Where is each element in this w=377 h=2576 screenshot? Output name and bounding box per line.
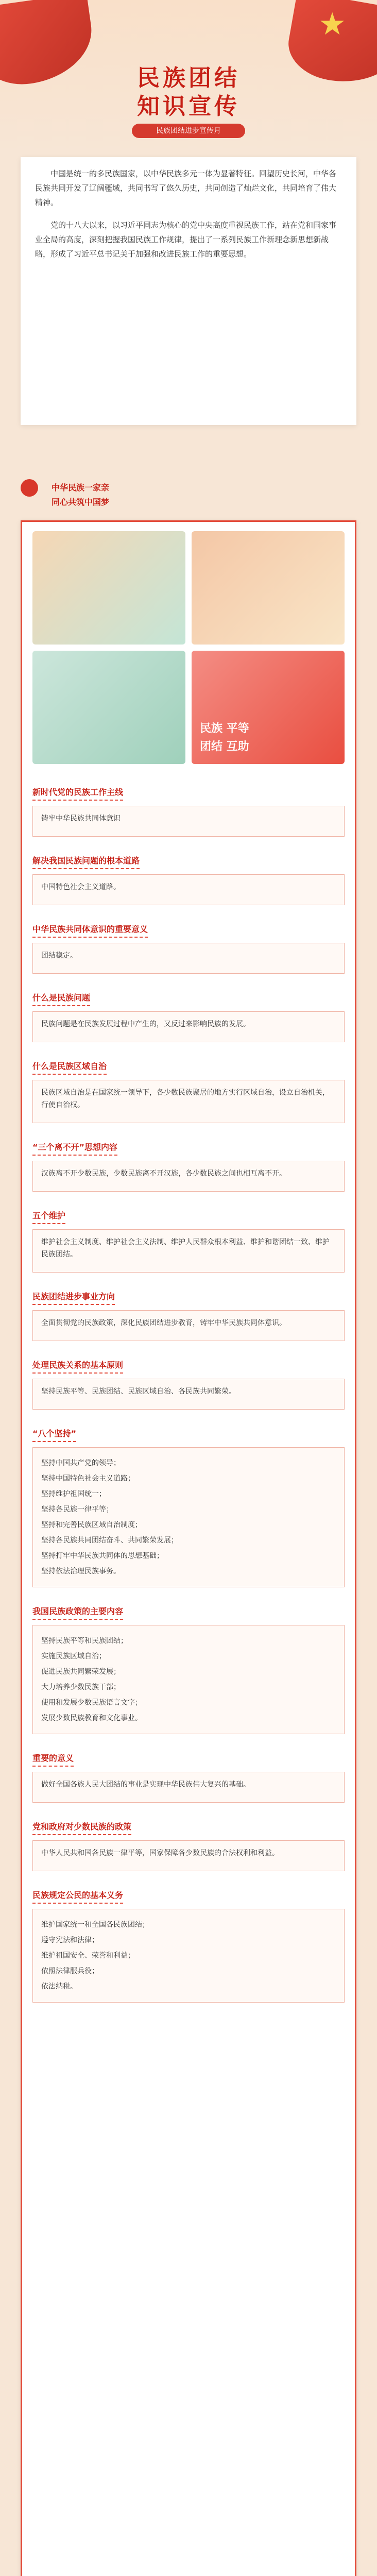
list-item: 坚持中国特色社会主义道路； xyxy=(41,1475,135,1483)
block-title: “八个坚持” xyxy=(32,1425,76,1442)
list-item: 坚持依法治理民族事务。 xyxy=(41,1567,121,1575)
caption-row: 民族 平等 xyxy=(200,722,249,735)
list-item: 大力培养少数民族干部； xyxy=(41,1683,121,1691)
block-text: 全面贯彻党的民族政策，深化民族团结进步教育，铸牢中华民族共同体意识。 xyxy=(41,1319,286,1327)
subtitle-badge: 民族团结进步宣传月 xyxy=(132,124,245,138)
block-title: “三个离不开”思想内容 xyxy=(32,1139,117,1156)
block-title: 处理民族关系的基本原则 xyxy=(32,1357,123,1374)
block-content xyxy=(32,1229,345,1273)
info-block xyxy=(32,1740,345,1803)
image-caption xyxy=(200,718,249,756)
illustration-image xyxy=(32,651,185,764)
image-grid xyxy=(32,531,345,764)
intro-card xyxy=(21,157,356,425)
block-title: 我国民族政策的主要内容 xyxy=(32,1603,123,1620)
list-item: 实施民族区域自治； xyxy=(41,1652,106,1660)
info-block xyxy=(32,1877,345,2003)
list-item: 坚持各民族共同团结奋斗、共同繁荣发展； xyxy=(41,1536,178,1545)
block-content xyxy=(32,874,345,905)
info-block xyxy=(32,1198,345,1273)
main-content-card xyxy=(21,520,356,2576)
block-title: 什么是民族区域自治 xyxy=(32,1058,107,1075)
section-subtitle: 同心共筑中国梦 xyxy=(52,497,110,507)
star-icon: ★ xyxy=(318,6,346,42)
block-text: 民族区域自治是在国家统一领导下，各少数民族聚居的地方实行区域自治，设立自治机关，行使自治权。 xyxy=(41,1089,330,1109)
intro-paragraph: 党的十八大以来，以习近平同志为核心的党中央高度重视民族工作，站在党和国家事业全局的高度，深刻把握我国民族工作规律，提出了一系列民族工作新理念新思想新战略，形成了习近平总书记关于加强和改进民族工作的重要思想。 xyxy=(35,221,337,259)
list-item: 坚持维护祖国统一； xyxy=(41,1490,106,1498)
info-block xyxy=(32,911,345,974)
block-title: 民族规定公民的基本义务 xyxy=(32,1887,123,1904)
block-text: 团结稳定。 xyxy=(41,952,77,960)
list-item: 维护祖国安全、荣誉和利益； xyxy=(41,1952,135,1960)
block-content xyxy=(32,806,345,837)
info-block xyxy=(32,1129,345,1192)
block-title: 民族团结进步事业方向 xyxy=(32,1288,115,1305)
info-block xyxy=(32,1416,345,1587)
block-content xyxy=(32,1161,345,1192)
list-item: 遵守宪法和法律； xyxy=(41,1936,99,1944)
info-block xyxy=(32,1048,345,1123)
block-text: 维护社会主义制度、维护社会主义法制、维护人民群众根本利益、维护和谐团结一致、维护民族团结。 xyxy=(41,1238,330,1259)
info-block xyxy=(32,980,345,1042)
info-block xyxy=(32,1279,345,1341)
list-item: 坚持打牢中华民族共同体的思想基础； xyxy=(41,1552,164,1560)
info-block xyxy=(32,843,345,905)
block-content xyxy=(32,943,345,974)
page-title-line2: 知识宣传 xyxy=(137,93,240,120)
block-content xyxy=(32,1772,345,1803)
block-text: 中国特色社会主义道路。 xyxy=(41,883,121,891)
info-block xyxy=(32,1809,345,1871)
block-content xyxy=(32,1011,345,1042)
block-content xyxy=(32,1909,345,2003)
block-title: 重要的意义 xyxy=(32,1750,74,1767)
list-item: 坚持民族平等和民族团结； xyxy=(41,1637,128,1645)
list-item: 依照法律服兵役； xyxy=(41,1967,99,1975)
illustration-image xyxy=(32,531,185,645)
section-badge-icon xyxy=(21,479,38,497)
block-content xyxy=(32,1447,345,1587)
info-block xyxy=(32,774,345,837)
info-block xyxy=(32,1594,345,1734)
block-text: 民族问题是在民族发展过程中产生的，又反过来影响民族的发展。 xyxy=(41,1020,250,1028)
section-title: 中华民族一家亲 xyxy=(52,483,110,493)
block-title: 五个维护 xyxy=(32,1207,65,1224)
block-text: 铸牢中华民族共同体意识 xyxy=(41,815,121,823)
block-title: 什么是民族问题 xyxy=(32,989,90,1006)
block-content xyxy=(32,1310,345,1341)
hero-banner xyxy=(0,0,377,155)
list-item: 坚持各民族一律平等； xyxy=(41,1505,113,1514)
list-item: 促进民族共同繁荣发展； xyxy=(41,1668,121,1676)
block-title: 新时代党的民族工作主线 xyxy=(32,784,123,801)
block-text: 中华人民共和国各民族一律平等，国家保障各少数民族的合法权利和利益。 xyxy=(41,1849,279,1857)
intro-paragraph: 中国是统一的多民族国家，以中华民族多元一体为显著特征。回望历史长河，中华各民族共同开发了辽阔疆域，共同书写了悠久历史，共同创造了灿烂文化，共同培育了伟大精神。 xyxy=(35,169,337,207)
section-header xyxy=(21,479,356,515)
list-item: 坚持和完善民族区域自治制度； xyxy=(41,1521,142,1529)
block-content xyxy=(32,1080,345,1123)
block-content xyxy=(32,1625,345,1734)
block-title: 解决我国民族问题的根本道路 xyxy=(32,852,140,869)
block-text: 做好全国各族人民大团结的事业是实现中华民族伟大复兴的基础。 xyxy=(41,1781,250,1789)
block-title: 党和政府对少数民族的政策 xyxy=(32,1818,131,1835)
list-item: 维护国家统一和全国各民族团结； xyxy=(41,1921,149,1929)
list-item: 坚持中国共产党的领导； xyxy=(41,1459,121,1467)
page-title-line1: 民族团结 xyxy=(137,65,240,91)
block-content xyxy=(32,1379,345,1410)
list-item: 发展少数民族教育和文化事业。 xyxy=(41,1714,142,1722)
block-title: 中华民族共同体意识的重要意义 xyxy=(32,921,148,938)
list-item: 使用和发展少数民族语言文字； xyxy=(41,1699,142,1707)
list-item: 依法纳税。 xyxy=(41,1982,77,1991)
block-text: 汉族离不开少数民族，少数民族离不开汉族，各少数民族之间也相互离不开。 xyxy=(41,1170,286,1178)
info-block xyxy=(32,1347,345,1410)
illustration-image xyxy=(192,651,345,764)
illustration-image xyxy=(192,531,345,645)
block-text: 坚持民族平等、民族团结、民族区域自治、各民族共同繁荣。 xyxy=(41,1387,236,1396)
block-content xyxy=(32,1840,345,1871)
caption-row: 团结 互助 xyxy=(200,740,249,753)
